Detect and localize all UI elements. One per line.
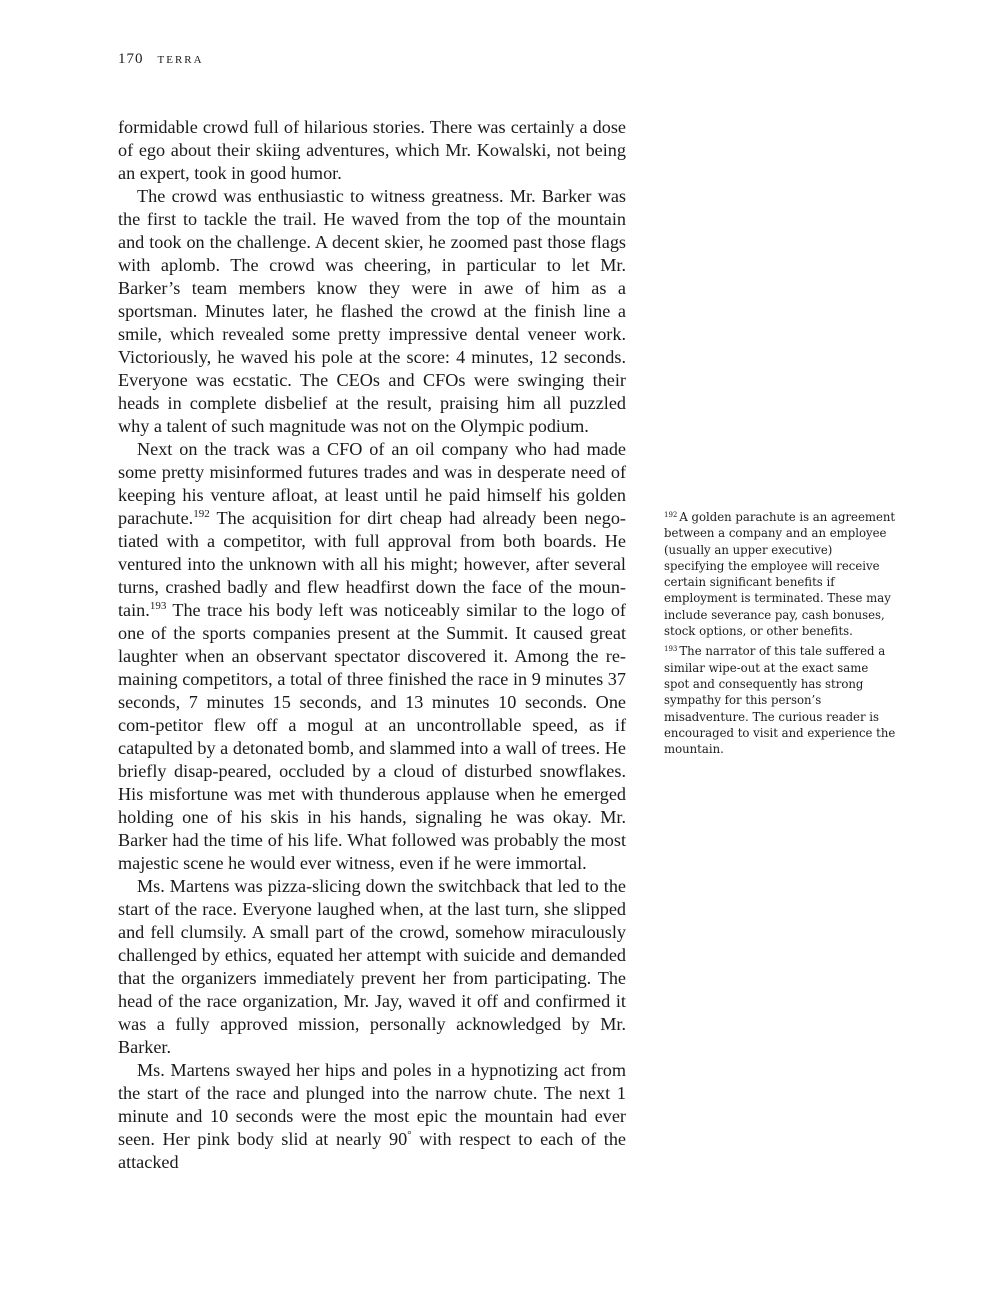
footnote-ref-193: 193 <box>149 600 167 612</box>
sidenote-text: A golden parachute is an agreement between a company and an employee (usually an upper executive) specifying the employee will receive certain significant benefits if employment is terminated. These may include severance pay, cash bonuses, stock options, or other benefits. <box>664 510 896 639</box>
paragraph-5-part-a: Ms. Martens swayed her hips and poles in a hypnotizing act from the start of the race and plunged into the narrow chute. The next 1 minute and 10 seconds were the most epic the mountain had ever seen. Her pink body slid at nearly 90 <box>118 1060 626 1149</box>
paragraph-2: The crowd was enthusiastic to witness greatness. Mr. Barker was the first to tackle the trail. He waved from the top of the mountain and took on the challenge. A decent skier, he zoomed past those flags with aplomb. The crowd was cheering, in particular to let Mr. Barker’s team members know they were in awe of him as a sportsman. Minutes later, he flashed the crowd at the finish line a smile, which revealed some pretty impressive dental veneer work. Victoriously, he waved his pole at the score: 4 minutes, 12 seconds. Everyone was ecstatic. The CEOs and CFOs were swinging their heads in complete disbelief at the result, praising him all puzzled why a talent of such magnitude was not on the Olympic podium. <box>118 186 626 436</box>
paragraph-3-part-a: Next on the track was a CFO of an oil company who had made some pretty misinformed futures trades and was in desperate need of keeping his venture afloat, at least until he paid himself his golden parachute. <box>118 439 626 528</box>
paragraph-3-part-b: The acquisition for dirt cheap had already been nego-tiated with a competitor, with full approval from both boards. He ventured into the unknown with all his might; however, after several turns, crashed badly and flew headfirst down the face of the moun-tain. <box>118 508 626 620</box>
sidenotes <box>664 509 896 761</box>
main-text <box>118 116 626 1174</box>
degree-sign: ° <box>407 1129 412 1141</box>
sidenote-number: 193 <box>664 645 678 654</box>
paragraph-3-part-c: The trace his body left was noticeably similar to the logo of one of the sports companies present at the Summit. It caused great laughter when an observant spectator discovered it. Among the re-maining competitors, a total of three finished the race in 9 minutes 37 seconds, 7 minutes 15 seconds, and 13 minutes 10 seconds. One com-petitor flew off a mogul at an uncontrollable speed, as if catapulted by a detonated bomb, and slammed into a wall of trees. He briefly disap-peared, occluded by a cloud of disturbed snowflakes. His misfortune was met with thunderous applause when he emerged holding one of his skis in his hands, signaling he was okay. Mr. Barker had the time of his life. What followed was probably the most majestic scene he would ever witness, even if he were immortal. <box>118 600 626 873</box>
sidenote-193 <box>664 643 896 757</box>
sidenote-number: 192 <box>664 511 678 519</box>
running-head <box>118 51 204 68</box>
paragraph-5-part-b: with respect to each of the attacked <box>118 1129 626 1172</box>
page-number: 170 <box>118 51 144 67</box>
sidenote-192 <box>664 509 896 639</box>
paragraph-3 <box>118 438 626 875</box>
sidenote-text: The narrator of this tale suffered a similar wipe-out at the exact same spot and consequently has strong sympathy for this person’s misadventure. The curious reader is encouraged to visit and experience the mountain. <box>664 644 896 757</box>
paragraph-4: Ms. Martens was pizza-slicing down the switchback that led to the start of the race. Everyone laughed when, at the last turn, she slipped and fell clumsily. A small part of the crowd, somehow miraculously challenged by ethics, equated her attempt with suicide and demanded that the organizers immediately prevent her from participating. The head of the race organization, Mr. Jay, waved it off and confirmed it was a fully approved mission, personally acknowledged by Mr. Barker. <box>118 876 626 1057</box>
footnote-ref-192: 192 <box>193 508 210 520</box>
paragraph-5 <box>118 1059 626 1174</box>
paragraph-1: formidable crowd full of hilarious stories. There was certainly a dose of ego about their skiing adventures, which Mr. Kowalski, not being an expert, took in good humor. <box>118 117 626 183</box>
running-title: terra <box>157 51 204 67</box>
